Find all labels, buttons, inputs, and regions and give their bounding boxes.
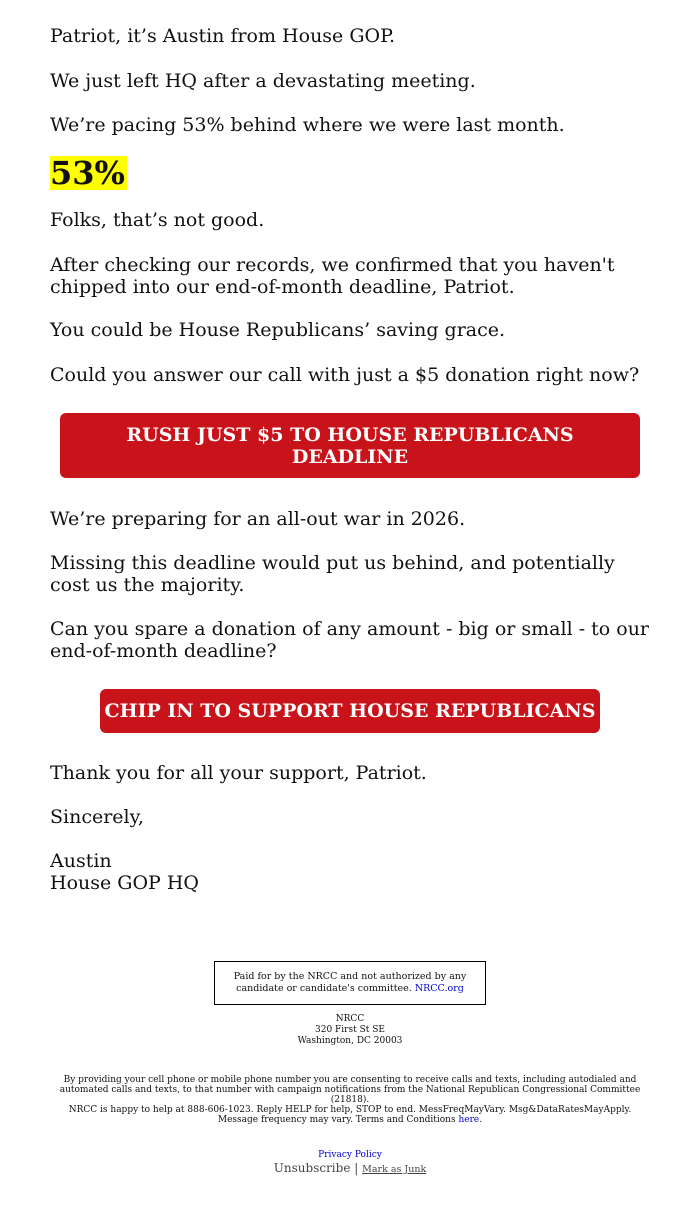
consent-text: By providing your cell phone or mobile phone number you are consenting to receive calls and texts, including autodialed and automated calls and texts, to that number with campaign notifications from the National Republican Congressional Committee (21818).: [59, 1075, 641, 1105]
paragraph-spare: Can you spare a donation of any amount - big or small - to our end-of-month deadline?: [50, 618, 650, 662]
paid-for-text: Paid for by the NRCC and not authorized by any candidate or candidate's committee.: [233, 971, 467, 994]
signature-org: House GOP HQ: [50, 872, 200, 894]
paragraph-meeting: We just left HQ after a devastating meeting.: [50, 70, 476, 92]
paragraph-thanks: Thank you for all your support, Patriot.: [50, 762, 427, 784]
chip-in-button[interactable]: CHIP IN TO SUPPORT HOUSE REPUBLICANS: [100, 689, 600, 733]
privacy-policy-link[interactable]: Privacy Policy: [318, 1150, 382, 1160]
help-notice: NRCC is happy to help at 888-606-1023. Reply HELP for help, STOP to end. MessFreqMayVary. Msg&DataRatesMayApply. Message frequency may vary. Terms and Conditions here.: [68, 1105, 632, 1125]
paragraph-pacing: We’re pacing 53% behind where we were last month.: [50, 114, 565, 136]
paragraph-war: We’re preparing for an all-out war in 2026.: [50, 508, 466, 530]
paragraph-records: After checking our records, we confirmed that you haven't chipped into our end-of-month deadline, Patriot.: [50, 254, 615, 298]
terms-link[interactable]: here: [458, 1115, 480, 1125]
address-city: Washington, DC 20003: [297, 1036, 403, 1046]
greeting-text: Patriot, it’s Austin from House GOP.: [50, 25, 396, 47]
help-text: NRCC is happy to help at 888-606-1023. Reply HELP for help, STOP to end. MessFreqMayVary. Msg&DataRatesMayApply. Message frequency may vary. Terms and Conditions: [68, 1105, 632, 1125]
highlighted-percentage: 53%: [50, 154, 125, 192]
paid-for-disclaimer: [214, 961, 486, 1005]
signoff-text: Sincerely,: [50, 806, 144, 828]
signature-name: Austin: [50, 850, 112, 872]
paragraph-saving-grace: You could be House Republicans’ saving grace.: [50, 319, 506, 341]
paragraph-majority: Missing this deadline would put us behind, and potentially cost us the majority.: [50, 552, 615, 596]
separator: |: [354, 1161, 359, 1175]
address-street: 320 First St SE: [315, 1025, 385, 1035]
address-org: NRCC: [335, 1014, 365, 1024]
paragraph-ask: Could you answer our call with just a $5 donation right now?: [50, 364, 640, 386]
mark-as-junk-link[interactable]: Mark as Junk: [362, 1164, 427, 1175]
mailing-address: [0, 1014, 700, 1047]
rush-donation-button[interactable]: RUSH JUST $5 TO HOUSE REPUBLICANS DEADLINE: [60, 413, 640, 478]
unsubscribe-row: [0, 1161, 700, 1177]
nrcc-link[interactable]: NRCC.org: [414, 983, 464, 994]
privacy-row: [0, 1150, 700, 1161]
paragraph-not-good: Folks, that’s not good.: [50, 209, 265, 231]
unsubscribe-link[interactable]: Unsubscribe: [273, 1161, 351, 1175]
